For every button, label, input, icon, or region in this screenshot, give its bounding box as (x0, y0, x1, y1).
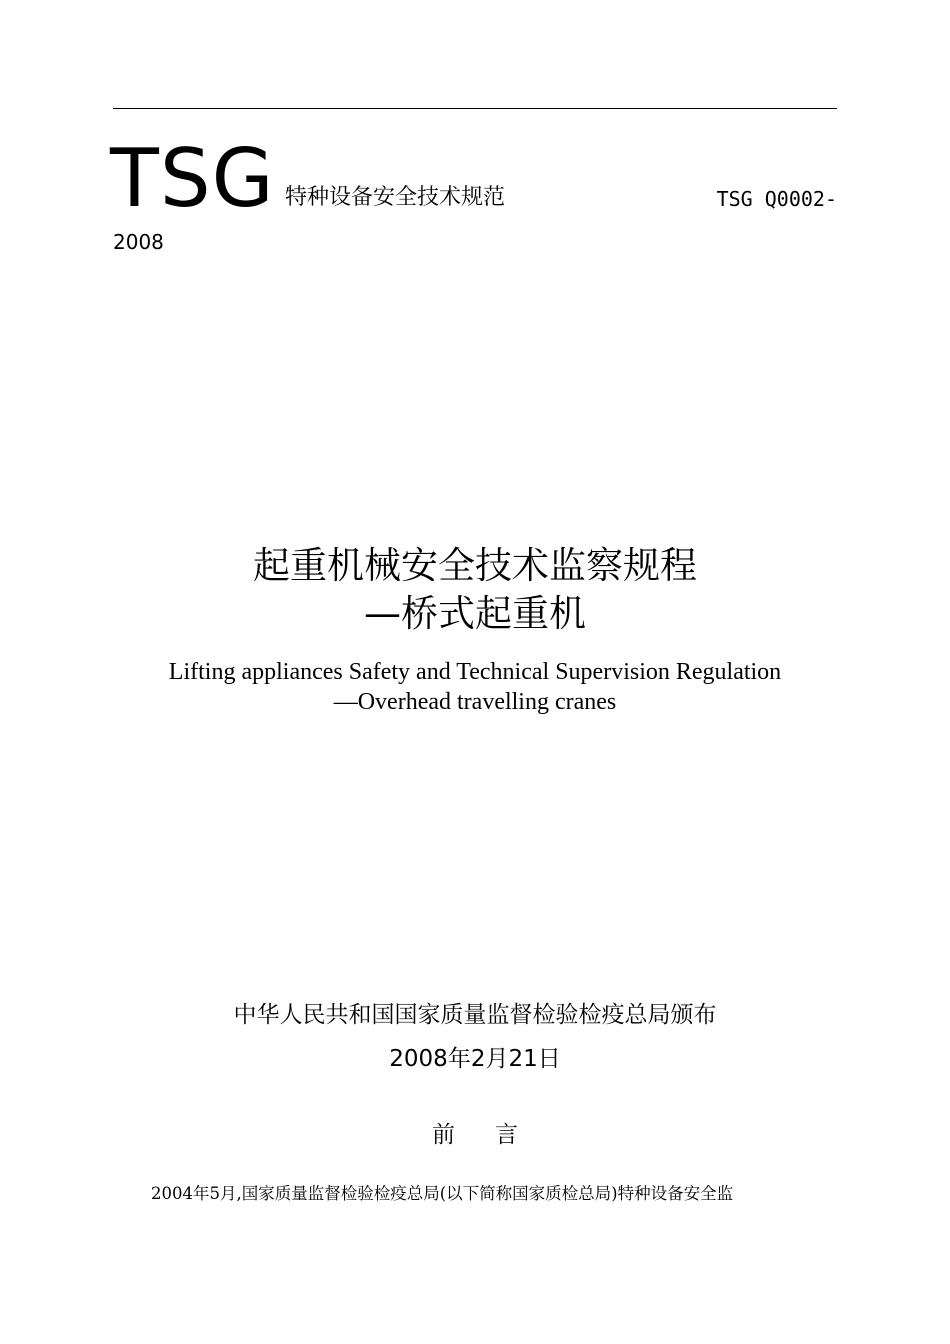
title-english-line2: —Overhead travelling cranes (333, 689, 617, 715)
title-chinese-line2: —桥式起重机 (364, 592, 586, 635)
header-rule (113, 108, 837, 109)
tsg-logo: TSG (110, 132, 275, 225)
standard-code-year: 2008 (113, 230, 164, 254)
issue-date: 2008年2月21日 (389, 1046, 561, 1072)
title-english-line1: Lifting appliances Safety and Technical Supervision Regulation (168, 659, 782, 685)
preface-paragraph: 2004年5月,国家质量监督检验检疫总局(以下简称国家质检总局)特种设备安全监 (151, 1184, 734, 1203)
title-chinese-line1: 起重机械安全技术监察规程 (253, 544, 697, 587)
preface-heading: 前言 (432, 1122, 558, 1148)
series-name: 特种设备安全技术规范 (285, 185, 506, 210)
standard-code: TSG Q0002- (716, 187, 837, 211)
issuing-authority: 中华人民共和国国家质量监督检验检疫总局颁布 (233, 1002, 717, 1028)
